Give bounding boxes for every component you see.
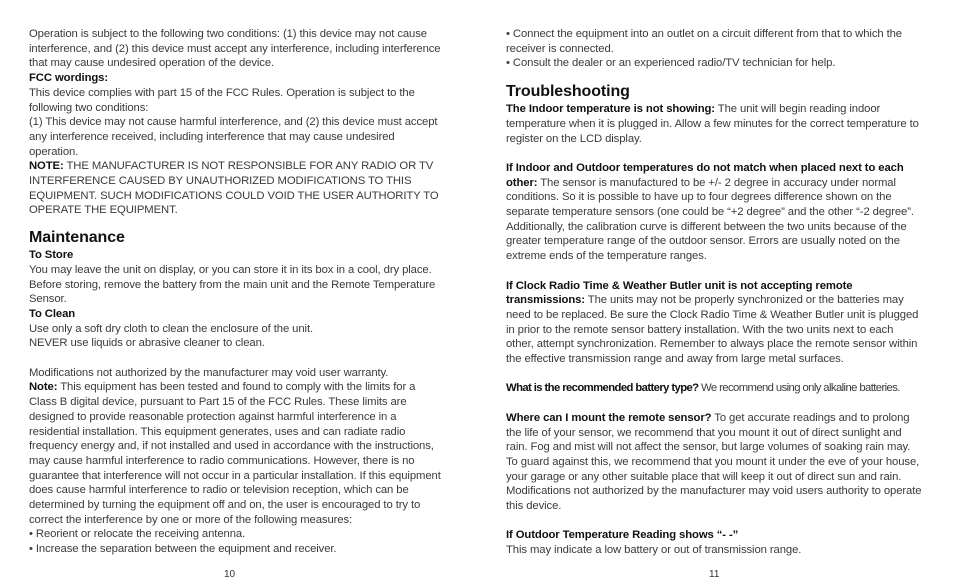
bullet-reorient: • Reorient or relocate the receiving antenna. [29,528,246,541]
faq-outdoor-dashes-answer: This may indicate a low battery or out of transmission range. [506,544,802,557]
left-page [29,27,443,557]
faq-indoor-not-showing [506,102,922,146]
to-clean-paragraph-2: NEVER use liquids or abrasive cleaner to clean. [29,337,265,350]
note-label: Note: [29,381,58,394]
note-label: NOTE: [29,160,64,173]
faq-outdoor-dashes-question: If Outdoor Temperature Reading shows “- -” [506,529,739,542]
faq-answer: The unit will begin reading indoor temperature when it is plugged in. Allow a few minutes for the correct temperature to register on the LCD display. [506,103,919,145]
faq-battery-type [506,381,922,396]
faq-not-accepting-transmissions [506,279,922,367]
faq-answer: We recommend using only alkaline batteries. [698,382,900,395]
right-page [506,27,922,558]
faq-question: What is the recommended battery type? [506,382,699,395]
faq-answer: The units may not be properly synchronized or the batteries may need to be replaced. Be sure the Clock Radio Time & Weather Butler unit is plugged in prior to the remote sensor battery installation. With the two units next to each other, attempt synchronization. Remember to always place the remote sensor within the effective transmission range and away from large metal surfaces. [506,294,919,366]
faq-temps-mismatch [506,161,922,264]
note-paragraph-1 [29,159,443,218]
to-store-paragraph: You may leave the unit on display, or you can store it in its box in a cool, dry place. Before storing, remove the battery from the main unit and the Remote Temperature Sensor. [29,263,436,306]
bullet-outlet: • Connect the equipment into an outlet on a circuit different from that to which the receiver is connected. [506,28,902,55]
to-clean-paragraph-1: Use only a soft dry cloth to clean the enclosure of the unit. [29,322,314,335]
faq-question: If Indoor and Outdoor temperatures do not match when placed next to each other: [506,161,904,189]
faq-question: The Indoor temperature is not showing: [506,103,715,116]
note-paragraph-2 [29,380,443,527]
intro-paragraph: Operation is subject to the following two conditions: (1) this device may not cause interference, and (2) this device must accept any interference, including interference that may cause undesired operation of the device. [29,28,441,70]
faq-mount-sensor [506,411,922,514]
bullet-consult: • Consult the dealer or an experienced radio/TV technician for help. [506,57,836,70]
page-number-left: 10 [224,569,236,580]
note-text: This equipment has been tested and found to comply with the limits for a Class B digital device, pursuant to Part 15 of the FCC Rules. These limits are designed to provide reasonable protection against harmful interference in a residential installation. This equipment generates, uses and can radiate radio frequency energy and, if not installed and used in accordance with the instructions, may cause harmful interference to radio communications. However, there is no guarantee that interference will not occur in a particular installation. If this equipment does cause harmful interference to radio or television reception, which can be determined by turning the equipment off and on, the user is encouraged to try to correct the interference by one or more of the following measures: [29,381,441,526]
fcc-paragraph-1: This device complies with part 15 of the FCC Rules. Operation is subject to the following two conditions: [29,86,415,114]
to-store-heading: To Store [29,249,74,262]
faq-question: Where can I mount the remote sensor? [506,411,712,424]
bullet-separation: • Increase the separation between the equipment and receiver. [29,543,337,556]
troubleshooting-heading: Troubleshooting [506,83,630,101]
fcc-heading: FCC wordings: [29,72,109,85]
to-clean-heading: To Clean [29,307,76,320]
fcc-paragraph-2: (1) This device may not cause harmful interference, and (2) this device must accept any interference received, including interference that may cause undesired operation. [29,116,438,158]
faq-question: If Clock Radio Time & Weather Butler unit is not accepting remote transmissions: [506,279,853,307]
modifications-paragraph: Modifications not authorized by the manufacturer may void user warranty. [29,366,389,379]
maintenance-heading: Maintenance [29,229,125,247]
faq-answer: To get accurate readings and to prolong the life of your sensor, we recommend that you mount it out of direct sunlight and rain. Fog and mist will not affect the sensor, but large volumes of soaking rain may. To guard against this, we recommend that you mount it under the eve of your house, your garage or any other suitable place that will keep it out of direct sun and rain. Modifications not authorized by the manufacturer may void users authority to operate this device. [506,411,922,513]
page-number-right: 11 [709,569,720,580]
note-text: THE MANUFACTURER IS NOT RESPONSIBLE FOR ANY RADIO OR TV INTERFERENCE CAUSED BY UNAUTHORIZED MODIFICATIONS TO THIS EQUIPMENT. SUCH MODIFICATIONS COULD VOID THE USER AUTHORITY TO OPERATE THE EQUIPMENT. [29,160,439,217]
faq-answer: The sensor is manufactured to be +/- 2 degree in accuracy under normal conditions. So it is possible to have up to four degrees difference shown on the separate temperature sensors (one could be “+2 degree” and the other “-2 degree”. Additionally, the calibration curve is different between the two units because of the greater temperature range of the outdoor sensor. Errors are usually noted on the extreme ends of the temperature ranges. [506,176,914,263]
